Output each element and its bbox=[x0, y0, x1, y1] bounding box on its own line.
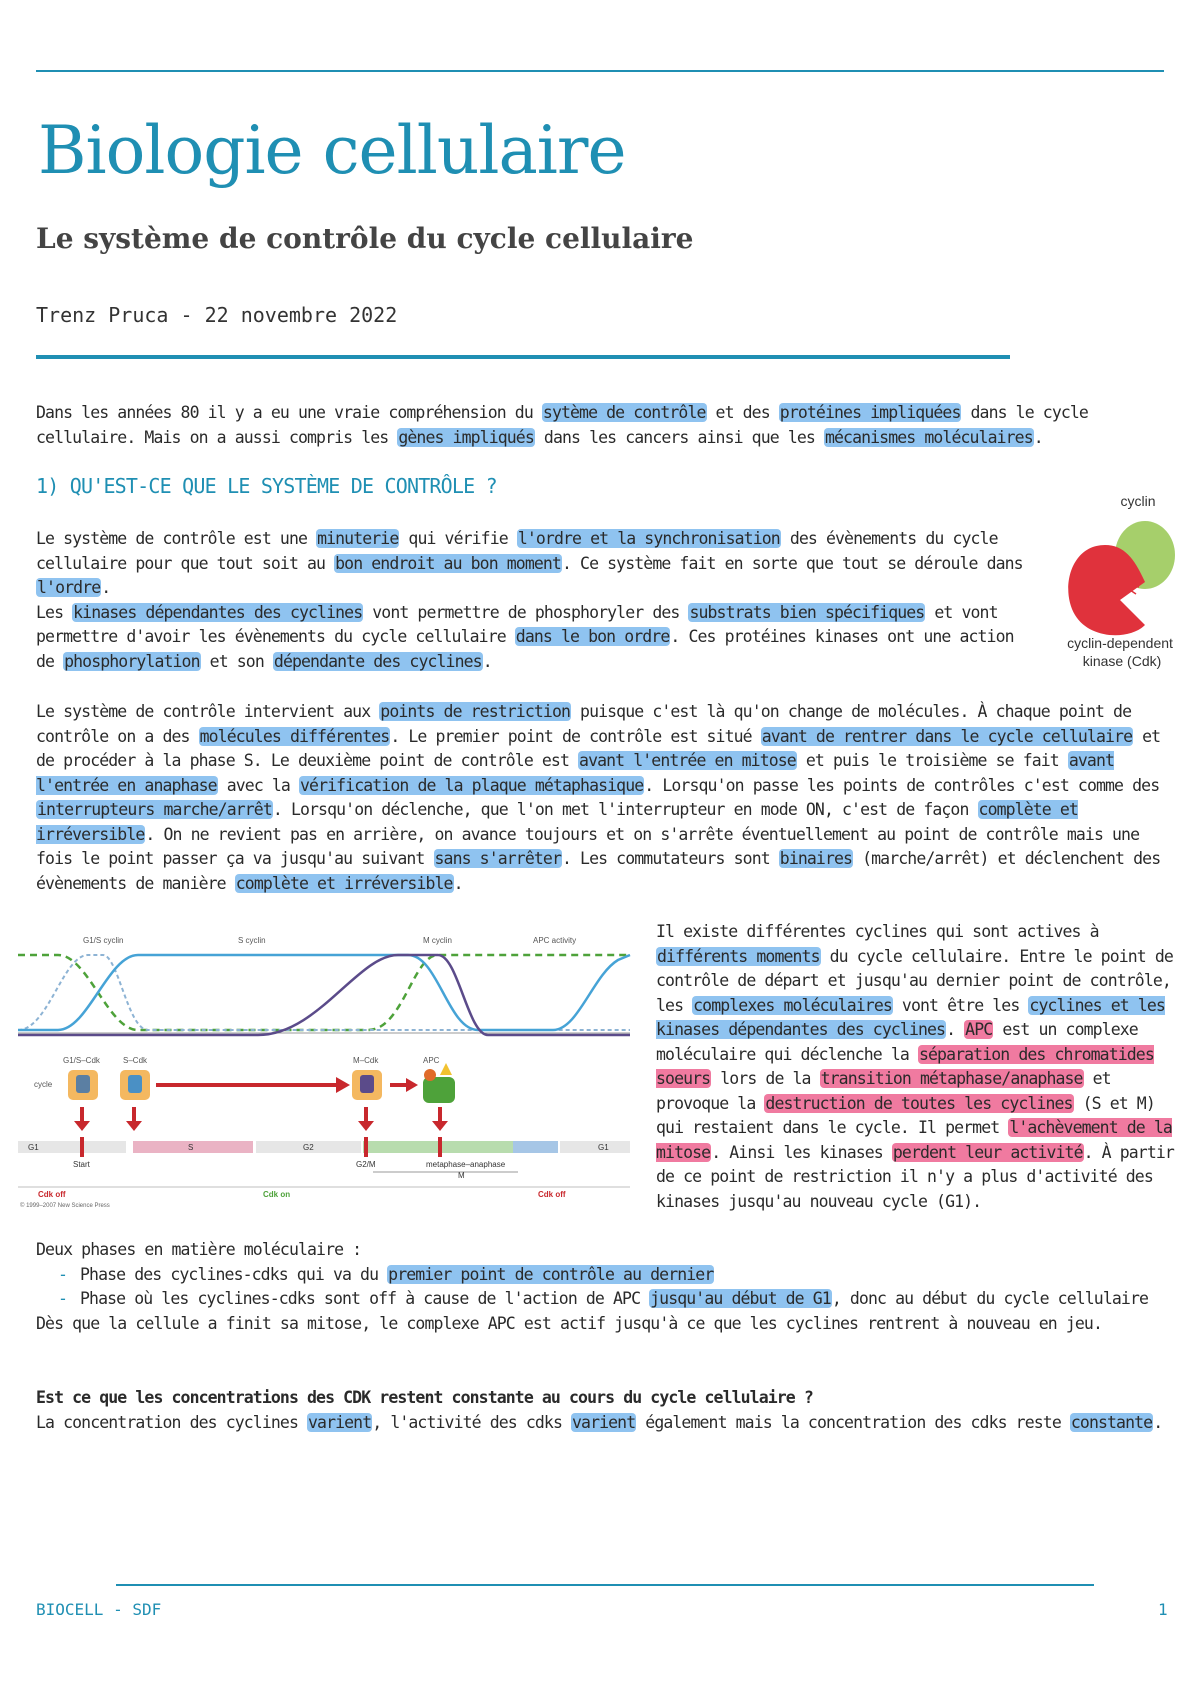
text-run: également mais la concentration des cdks reste bbox=[636, 1412, 1070, 1432]
highlight: mécanismes moléculaires bbox=[824, 427, 1033, 447]
highlight: substrats bien spécifiques bbox=[689, 602, 925, 622]
phase-label-g1: G1 bbox=[28, 1143, 39, 1152]
highlight: premier point de contrôle au dernier bbox=[388, 1264, 714, 1284]
cyclin-cdk-figure bbox=[1050, 490, 1190, 675]
text-run: dans les cancers ainsi que les bbox=[534, 427, 824, 447]
curve-label-s: S cyclin bbox=[238, 936, 266, 945]
text-run: et vont permettre d'avoir les évènements du cycle cellulaire bbox=[36, 602, 998, 646]
text-run: . bbox=[101, 578, 111, 597]
phase-label-s: S bbox=[188, 1143, 194, 1152]
text-run: est un complexe moléculaire qui déclenche la bbox=[656, 1020, 1138, 1064]
highlight: sytème de contrôle bbox=[542, 403, 706, 422]
figure-label-cdk-1: cyclin-dependent bbox=[1067, 635, 1173, 651]
highlight: complexes moléculaires bbox=[693, 995, 892, 1015]
complex-label-g1s: G1/S–Cdk bbox=[63, 1056, 100, 1065]
highlight: avant l'entrée en anaphase bbox=[36, 751, 1115, 795]
highlight: dépendante des cyclines bbox=[273, 651, 482, 671]
highlight: complète et irréversible bbox=[235, 873, 453, 893]
text-run: et son bbox=[200, 651, 273, 671]
complex-label-apc: APC bbox=[423, 1056, 440, 1065]
author-date: Trenz Pruca - 22 novembre 2022 bbox=[36, 303, 398, 327]
text-run: et des bbox=[706, 403, 779, 422]
g1s-cyclin-curve bbox=[18, 955, 630, 1030]
page-number: 1 bbox=[1158, 1600, 1168, 1619]
cdk-on-label: Cdk on bbox=[263, 1190, 291, 1199]
highlight: points de restriction bbox=[380, 702, 571, 721]
two-phases-intro: Deux phases en matière moléculaire : bbox=[36, 1240, 362, 1259]
text-run: (marche/arrêt) et déclenchent des évènements de manière bbox=[36, 849, 1161, 893]
text-run: . On ne revient pas en arrière, on avance toujours et on s'arrête éventuellement au point de contrôle mais une fois le point passer ça va jusqu'au suivant bbox=[36, 824, 1140, 868]
highlight: bon endroit au bon moment bbox=[335, 553, 561, 573]
highlight: phosphorylation bbox=[64, 651, 200, 671]
highlight: cyclines et les kinases dépendantes des cyclines bbox=[656, 995, 1165, 1039]
text-run: . bbox=[1033, 427, 1043, 447]
highlight: complète et irréversible bbox=[36, 800, 1078, 844]
figure-label-cdk-2: kinase (Cdk) bbox=[1082, 653, 1162, 669]
document-title: Biologie cellulaire bbox=[38, 112, 626, 189]
highlight: interrupteurs marche/arrêt bbox=[37, 800, 272, 819]
highlight: séparation des chromatides soeurs bbox=[656, 1044, 1154, 1088]
text-run: lors de la bbox=[711, 1069, 820, 1088]
text-run: Le système de contrôle est une bbox=[36, 529, 317, 548]
highlight: minuterie bbox=[317, 529, 399, 548]
highlight: l'ordre et la synchronisation bbox=[517, 529, 780, 548]
section-heading: 1) QU'EST-CE QUE LE SYSTÈME DE CONTRÔLE ? bbox=[36, 474, 497, 498]
list-item bbox=[80, 1263, 1166, 1288]
cycle-label: cycle bbox=[34, 1080, 53, 1089]
highlight: avant de rentrer dans le cycle cellulaire bbox=[761, 726, 1133, 746]
paragraph-checkpoints bbox=[36, 700, 1166, 896]
highlight: destruction de toutes les cyclines bbox=[765, 1093, 1073, 1113]
highlight: différents moments bbox=[657, 946, 820, 966]
paragraph-cdk-concentration bbox=[36, 1386, 1166, 1435]
complex-label-s: S–Cdk bbox=[123, 1056, 148, 1065]
m-cyclin-curve bbox=[18, 955, 630, 1035]
text-run: . bbox=[453, 873, 463, 893]
phases-list bbox=[36, 1263, 1166, 1312]
text-run: Il existe différentes cyclines qui sont actives à bbox=[656, 922, 1099, 941]
curve-label-m: M cyclin bbox=[423, 936, 452, 945]
text-run: puisque c'est là qu'on change de molécules. À chaque point de contrôle on a des bbox=[36, 702, 1132, 746]
highlight: binaires bbox=[779, 849, 853, 868]
text-run: dans le cycle cellulaire. Mais on a aussi compris les bbox=[36, 403, 1088, 447]
text-run: qui vérifie bbox=[399, 529, 517, 548]
text-run: , l'activité des cdks bbox=[372, 1412, 572, 1432]
text-run: vont permettre de phosphoryler des bbox=[363, 602, 689, 622]
document-subtitle: Le système de contrôle du cycle cellulaire bbox=[36, 222, 694, 255]
curve-label-g1s: G1/S cyclin bbox=[83, 936, 124, 945]
highlight: l'achèvement de la mitose bbox=[656, 1118, 1172, 1162]
text-run: . bbox=[1153, 1412, 1163, 1432]
cdk-off-label-2: Cdk off bbox=[538, 1190, 566, 1199]
text-run: avec la bbox=[217, 775, 299, 795]
header-rule bbox=[36, 355, 1010, 359]
text-run: Dans les années 80 il y a eu une vraie compréhension du bbox=[36, 403, 542, 422]
phase-label-g2: G2 bbox=[303, 1143, 314, 1152]
highlight: transition métaphase/anaphase bbox=[820, 1069, 1083, 1088]
highlight: dans le bon ordre bbox=[515, 627, 670, 646]
paragraph-cyclins bbox=[656, 920, 1176, 1214]
highlight: kinases dépendantes des cyclines bbox=[73, 602, 363, 622]
highlight: constante bbox=[1070, 1412, 1153, 1432]
text-run: (S et M) qui restaient dans le cycle. Il permet bbox=[656, 1093, 1155, 1137]
footer-rule bbox=[116, 1584, 1094, 1586]
text-run: , donc au début du cycle cellulaire bbox=[831, 1289, 1149, 1308]
text-run: vont être les bbox=[892, 995, 1029, 1015]
apc-activity-curve bbox=[18, 955, 630, 1030]
text-run: Le système de contrôle intervient aux bbox=[36, 702, 380, 721]
text-run: du cycle cellulaire. Entre le point de contrôle de départ et jusqu'au dernier point de contrôle, les bbox=[656, 946, 1173, 1015]
text-run: . Les commutateurs sont bbox=[561, 849, 779, 868]
highlight: sans s'arrêter bbox=[434, 849, 561, 868]
text-run: . Ces protéines kinases ont une action de bbox=[36, 627, 1014, 671]
figure-copyright: © 1999–2007 New Science Press bbox=[20, 1203, 110, 1209]
highlight: protéines impliquées bbox=[779, 403, 961, 422]
highlight: l'ordre bbox=[37, 578, 101, 597]
text-run: des évènements du cycle cellulaire pour que tout soit au bbox=[36, 529, 998, 573]
text-run: . Lorsqu'on passe les points de contrôles c'est comme des bbox=[644, 775, 1160, 795]
text-run: et puis le troisième se fait bbox=[796, 751, 1068, 770]
question-heading: Est ce que les concentrations des CDK restent constante au cours du cycle cellulaire ? bbox=[36, 1388, 813, 1407]
top-rule bbox=[36, 70, 1164, 72]
text-run: Les bbox=[36, 602, 73, 622]
list-item bbox=[80, 1287, 1166, 1312]
text-run: . bbox=[482, 651, 492, 671]
highlight: avant l'entrée en mitose bbox=[579, 751, 796, 770]
sublabel-metaphase: metaphase–anaphase bbox=[426, 1160, 506, 1169]
text-run: . Ainsi les kinases bbox=[711, 1142, 892, 1162]
text-run: . Ce système fait en sorte que tout se déroule dans bbox=[561, 553, 1023, 573]
highlight: varient bbox=[572, 1412, 636, 1432]
highlight: molécules différentes bbox=[199, 726, 390, 746]
highlight: APC bbox=[965, 1020, 993, 1039]
highlight: gènes impliqués bbox=[398, 427, 534, 447]
cdk-off-label-1: Cdk off bbox=[38, 1190, 66, 1199]
highlight: vérification de la plaque métaphasique bbox=[300, 775, 644, 795]
complex-label-m: M–Cdk bbox=[353, 1056, 379, 1065]
cell-cycle-figure bbox=[18, 935, 633, 1210]
text-run: . À partir de ce point de restriction il n'y a plus d'activité des kinases jusqu'au nouveau cycle (G1). bbox=[656, 1142, 1174, 1211]
text-run: . bbox=[946, 1020, 965, 1039]
intro-paragraph bbox=[36, 401, 1166, 450]
apc-complex bbox=[423, 1077, 455, 1103]
apc-sentence: Dès que la cellule a finit sa mitose, le complexe APC est actif jusqu'à ce que les cyclines rentrent à nouveau en jeu. bbox=[36, 1313, 1102, 1333]
text-run: Phase des cyclines-cdks qui va du bbox=[80, 1264, 388, 1284]
curve-label-apc: APC activity bbox=[533, 936, 577, 945]
text-run: . Lorsqu'on déclenche, que l'on met l'interrupteur en mode ON, c'est de façon bbox=[272, 800, 978, 819]
text-run: et provoque la bbox=[656, 1069, 1111, 1113]
highlight: jusqu'au début de G1 bbox=[650, 1289, 831, 1308]
paragraph-two-phases bbox=[36, 1238, 1166, 1336]
text-run: et de procéder à la phase S. Le deuxième point de contrôle est bbox=[36, 726, 1161, 770]
sublabel-start: Start bbox=[73, 1160, 90, 1169]
sublabel-g2m: G2/M bbox=[356, 1160, 376, 1169]
paragraph-control-system bbox=[36, 527, 1026, 674]
sublabel-m: M bbox=[458, 1171, 465, 1180]
s-cyclin-curve bbox=[18, 955, 630, 1030]
highlight: varient bbox=[308, 1412, 372, 1432]
text-run: . Le premier point de contrôle est situé bbox=[390, 726, 761, 746]
phase-label-g1-end: G1 bbox=[598, 1143, 609, 1152]
footer-label: BIOCELL - SDF bbox=[36, 1600, 162, 1619]
text-run: La concentration des cyclines bbox=[36, 1412, 308, 1432]
text-run: Phase où les cyclines-cdks sont off à cause de l'action de APC bbox=[80, 1289, 650, 1308]
figure-label-cyclin: cyclin bbox=[1120, 493, 1156, 509]
highlight: perdent leur activité bbox=[892, 1142, 1083, 1162]
